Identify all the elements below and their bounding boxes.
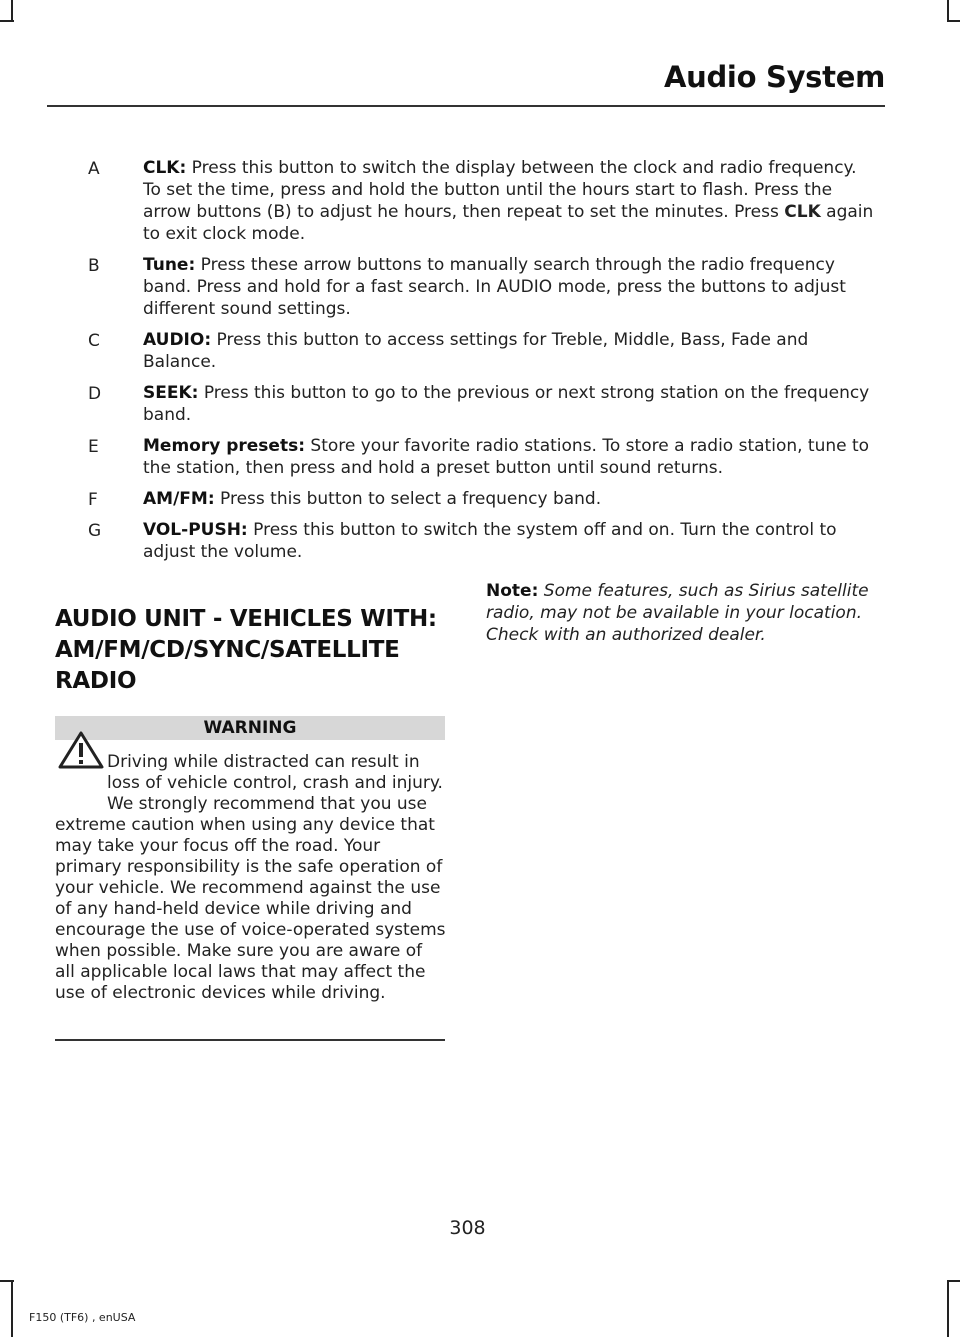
legend-description bbox=[143, 519, 878, 563]
crop-mark-top-left-v bbox=[11, 0, 13, 22]
crop-mark-top-left-h bbox=[0, 20, 14, 22]
legend-letter: F bbox=[88, 490, 98, 510]
legend-term: AUDIO: bbox=[143, 330, 212, 350]
warning-rule bbox=[55, 1039, 445, 1041]
section-heading-line: AUDIO UNIT - VEHICLES WITH: bbox=[55, 606, 437, 632]
legend-term: Tune: bbox=[143, 255, 196, 275]
legend-term: SEEK: bbox=[143, 383, 199, 403]
legend-text: Store your favorite radio stations. To store a radio station, tune to the station, then press and hold a preset button until sound returns. bbox=[143, 436, 870, 478]
header-rule bbox=[47, 105, 885, 107]
crop-mark-bottom-left-h bbox=[0, 1280, 14, 1282]
warning-icon-spacer bbox=[55, 752, 107, 812]
legend-description bbox=[143, 488, 878, 510]
legend-description bbox=[143, 382, 878, 426]
legend-description bbox=[143, 157, 878, 245]
legend-description bbox=[143, 254, 878, 320]
legend-text: Press these arrow buttons to manually search through the radio frequency band. Press and hold for a fast search. In AUDIO mode, press the buttons to adjust different sound settings. bbox=[143, 255, 846, 319]
crop-mark-top-right-h bbox=[947, 20, 960, 22]
section-heading-line: AM/FM/CD/SYNC/SATELLITE bbox=[55, 637, 400, 663]
section-heading-line: RADIO bbox=[55, 668, 137, 694]
legend-letter: C bbox=[88, 331, 100, 351]
legend-item-e bbox=[0, 435, 900, 479]
legend-text-before: Press this button to switch the display between the clock and radio frequency. To set the time, press and hold the button until the hours start to flash. Press the arrow buttons (B) to adjust he hours, then repeat to set the minutes. Press bbox=[143, 158, 857, 222]
footer-doc-id: F150 (TF6) , enUSA bbox=[29, 1311, 136, 1324]
crop-mark-bottom-right-h bbox=[947, 1280, 960, 1282]
legend-term: AM/FM: bbox=[143, 489, 215, 509]
legend-item-g bbox=[0, 519, 900, 563]
legend-description bbox=[143, 435, 878, 479]
warning-heading: WARNING bbox=[55, 716, 445, 740]
legend-term: VOL-PUSH: bbox=[143, 520, 248, 540]
button-legend-list bbox=[0, 157, 900, 572]
legend-item-f bbox=[0, 488, 900, 510]
legend-letter: B bbox=[88, 256, 100, 276]
legend-item-c bbox=[0, 329, 900, 373]
legend-item-a bbox=[0, 157, 900, 245]
legend-item-b bbox=[0, 254, 900, 320]
note-body: Some features, such as Sirius satellite radio, may not be available in your location. Check with an authorized dealer. bbox=[486, 581, 869, 645]
crop-mark-top-right-v bbox=[947, 0, 949, 22]
legend-letter: E bbox=[88, 437, 99, 457]
legend-emphasis: CLK bbox=[784, 202, 821, 222]
legend-item-d bbox=[0, 382, 900, 426]
section-heading bbox=[55, 604, 455, 697]
legend-text-after: again to exit clock mode. bbox=[143, 202, 874, 244]
legend-text: Press this button to switch the system off and on. Turn the control to adjust the volume. bbox=[143, 520, 837, 562]
legend-text: Press this button to select a frequency band. bbox=[214, 489, 602, 509]
legend-letter: D bbox=[88, 384, 102, 404]
legend-term: Memory presets: bbox=[143, 436, 305, 456]
warning-body-text: Driving while distracted can result in loss of vehicle control, crash and injury. We strongly recommend that you use extreme caution when using any device that may take your focus off the road. Your primary responsibility is the safe operation of your vehicle. We recommend against the use of any hand-held device while driving and encourage the use of voice-operated systems when possible. Make sure you are aware of all applicable local laws that may affect the use of electronic devices while driving. bbox=[55, 752, 446, 1003]
note-label: Note: bbox=[486, 581, 539, 601]
legend-letter: G bbox=[88, 521, 102, 541]
warning-body bbox=[55, 752, 447, 1004]
page-number: 308 bbox=[449, 1217, 486, 1239]
note-paragraph bbox=[486, 580, 881, 646]
legend-text: Press this button to access settings for Treble, Middle, Bass, Fade and Balance. bbox=[143, 330, 809, 372]
crop-mark-bottom-left-v bbox=[11, 1280, 13, 1337]
legend-description bbox=[143, 329, 878, 373]
legend-text: Press this button to go to the previous or next strong station on the frequency band. bbox=[143, 383, 870, 425]
crop-mark-bottom-right-v bbox=[947, 1280, 949, 1337]
legend-letter: A bbox=[88, 159, 100, 179]
page-header-title: Audio System bbox=[663, 60, 885, 94]
legend-term: CLK: bbox=[143, 158, 187, 178]
